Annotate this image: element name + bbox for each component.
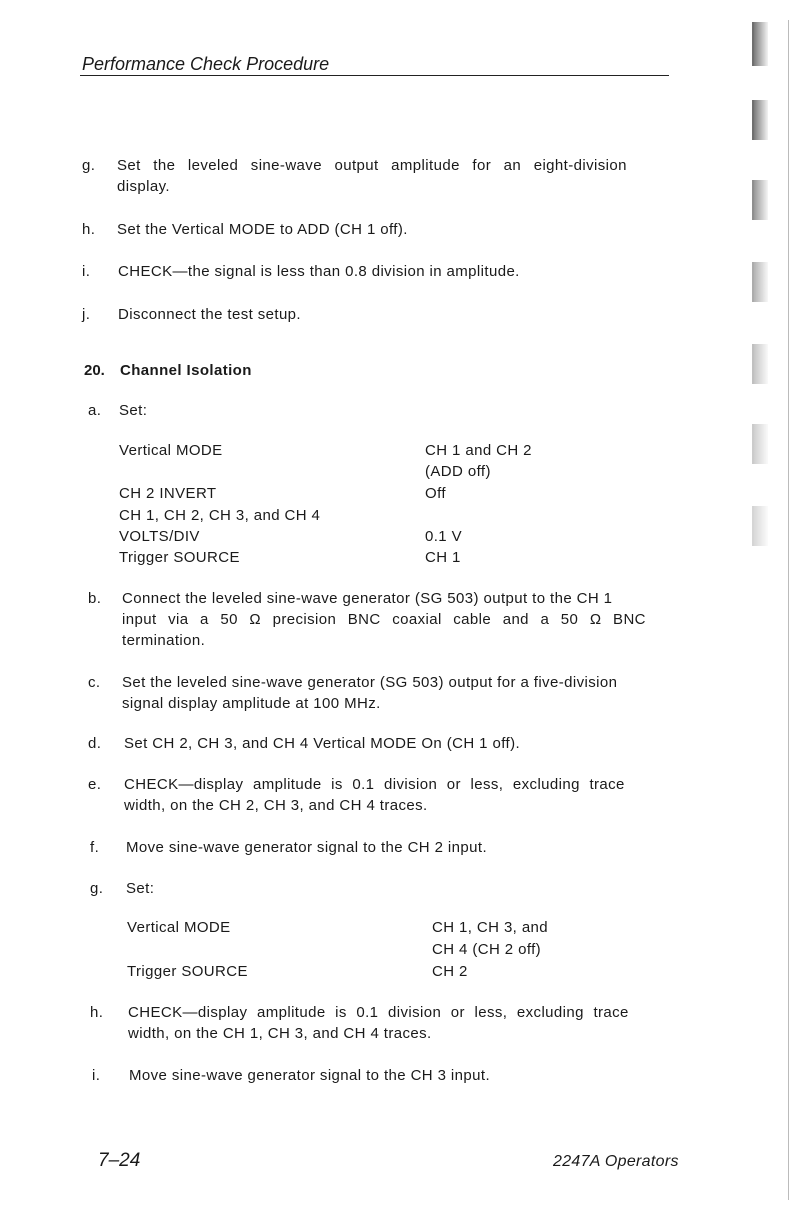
section-number: 20.	[84, 362, 105, 379]
step-label: e.	[88, 776, 102, 793]
setting-name: VOLTS/DIV	[119, 528, 200, 545]
step-h-top	[82, 219, 682, 241]
step-b	[88, 588, 688, 654]
step-label: c.	[88, 674, 101, 691]
step-text-line: Set the leveled sine-wave generator (SG 503) output for a five-division	[122, 674, 618, 691]
step-label: g.	[90, 880, 104, 897]
index-tab-mark	[752, 262, 768, 302]
step-i-bottom	[92, 1065, 692, 1087]
step-text-line: Set:	[119, 402, 148, 419]
step-text-line: display.	[117, 178, 170, 195]
index-tab-mark	[752, 424, 768, 464]
index-tab-mark	[752, 180, 768, 220]
step-label: a.	[88, 402, 102, 419]
step-text-line: Set the Vertical MODE to ADD (CH 1 off).	[117, 221, 408, 238]
setting-name: Trigger SOURCE	[127, 963, 248, 980]
setting-value: CH 1, CH 3, and	[432, 919, 549, 936]
index-tab-mark	[752, 344, 768, 384]
step-c	[88, 672, 688, 716]
setting-value: Off	[425, 485, 446, 502]
header-rule	[80, 75, 669, 76]
step-a	[88, 400, 288, 422]
step-i-top	[82, 261, 682, 283]
step-g-second	[90, 878, 290, 900]
page-edge	[788, 20, 789, 1200]
step-d	[88, 733, 688, 755]
step-label: i.	[82, 263, 91, 280]
step-g-top	[82, 155, 682, 199]
setting-value: 0.1 V	[425, 528, 463, 545]
page-number: 7–24	[98, 1150, 141, 1171]
setting-name: Vertical MODE	[119, 442, 223, 459]
step-text-line: Set CH 2, CH 3, and CH 4 Vertical MODE On (CH 1 off).	[124, 735, 521, 752]
step-label: b.	[88, 590, 102, 607]
step-text-line: Connect the leveled sine-wave generator (SG 503) output to the CH 1	[122, 590, 613, 607]
step-f	[90, 837, 690, 859]
step-text-line: Move sine-wave generator signal to the CH 3 input.	[129, 1067, 491, 1084]
setting-value: CH 4 (CH 2 off)	[432, 941, 542, 958]
index-tab-mark	[752, 100, 768, 140]
step-text-line: CHECK—display amplitude is 0.1 division or less, excluding trace	[124, 776, 625, 793]
step-e	[88, 774, 688, 818]
step-text-line: CHECK—the signal is less than 0.8 division in amplitude.	[118, 263, 520, 280]
setting-value: (ADD off)	[425, 463, 491, 480]
step-label: d.	[88, 735, 102, 752]
step-text-line: Disconnect the test setup.	[118, 306, 301, 323]
step-text-line: termination.	[122, 632, 206, 649]
document-title: 2247A Operators	[553, 1153, 679, 1170]
step-text-line: CHECK—display amplitude is 0.1 division or less, excluding trace	[128, 1004, 629, 1021]
setting-value: CH 1 and CH 2	[425, 442, 532, 459]
step-text-line: input via a 50 Ω precision BNC coaxial cable and a 50 Ω BNC	[122, 611, 646, 628]
step-text-line: Set:	[126, 880, 155, 897]
step-label: f.	[90, 839, 100, 856]
step-h-bottom	[90, 1002, 690, 1046]
setting-name: CH 1, CH 2, CH 3, and CH 4	[119, 507, 321, 524]
page-header-title: Performance Check Procedure	[82, 54, 330, 74]
setting-value: CH 2	[432, 963, 468, 980]
setting-name: Trigger SOURCE	[119, 549, 240, 566]
step-text-line: Set the leveled sine-wave output amplitude for an eight-division	[117, 157, 627, 174]
step-label: j.	[82, 306, 91, 323]
step-label: g.	[82, 157, 96, 174]
step-text-line: signal display amplitude at 100 MHz.	[122, 695, 381, 712]
step-label: h.	[90, 1004, 104, 1021]
step-text-line: width, on the CH 2, CH 3, and CH 4 traces.	[124, 797, 428, 814]
step-text-line: width, on the CH 1, CH 3, and CH 4 traces.	[128, 1025, 432, 1042]
step-label: i.	[92, 1067, 101, 1084]
index-tab-mark	[752, 506, 768, 546]
section-title: Channel Isolation	[120, 362, 252, 379]
step-j-top	[82, 304, 682, 326]
step-label: h.	[82, 221, 96, 238]
setting-name: Vertical MODE	[127, 919, 231, 936]
step-text-line: Move sine-wave generator signal to the CH 2 input.	[126, 839, 488, 856]
setting-name: CH 2 INVERT	[119, 485, 217, 502]
index-tab-mark	[752, 22, 768, 66]
setting-value: CH 1	[425, 549, 461, 566]
